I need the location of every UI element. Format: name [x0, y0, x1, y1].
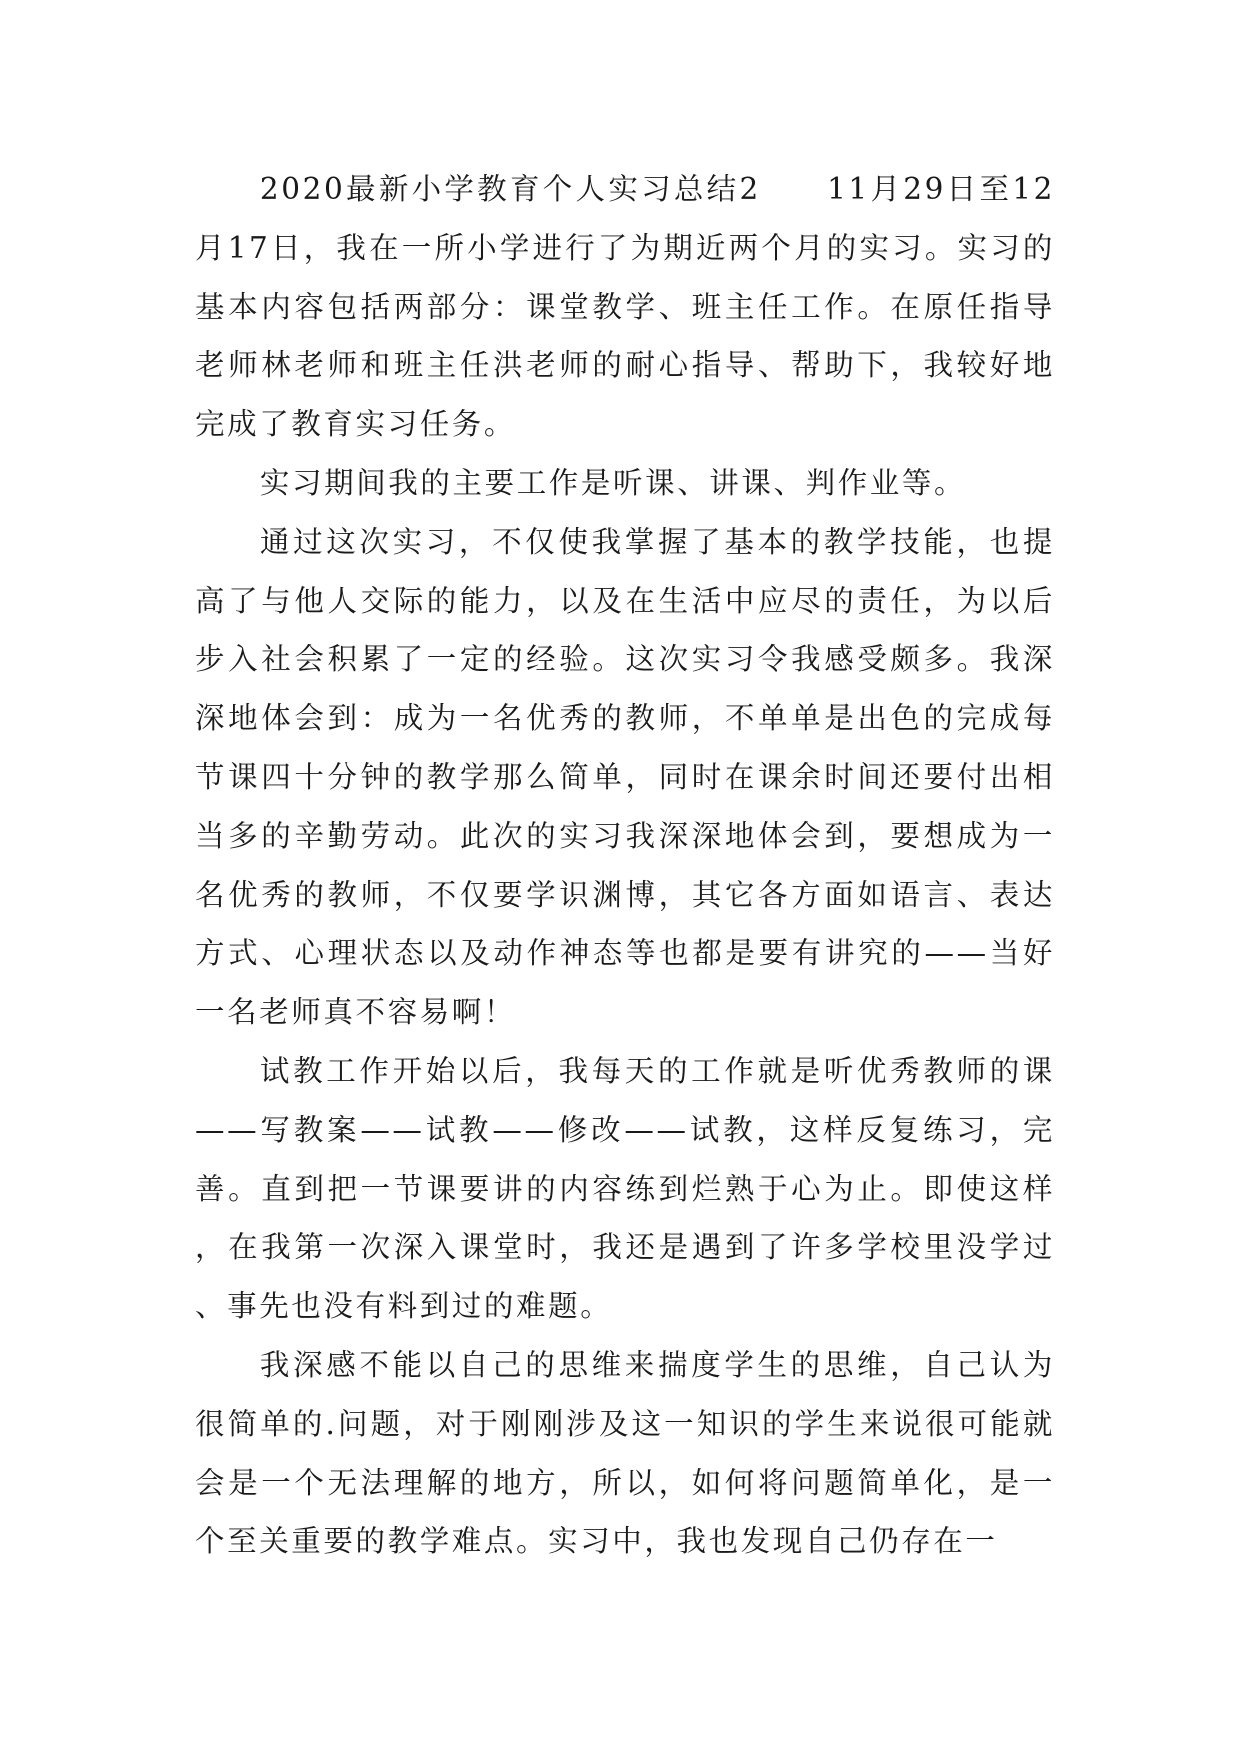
document-body [195, 160, 1055, 1571]
paragraph-student-thinking: 我深感不能以自己的思维来揣度学生的思维，自己认为很简单的.问题，对于刚刚涉及这一知识的学生来说很可能就会是一个无法理解的地方，所以，如何将问题简单化，是一个至关重要的教学难点。实习中，我也发现自己仍存在一 [195, 1347, 1055, 1559]
paragraph-intro: 2020最新小学教育个人实习总结2 11月29日至12月17日，我在一所小学进行了为期近两个月的实习。实习的基本内容包括两部分：课堂教学、班主任工作。在原任指导老师林老师和班主任洪老师的耐心指导、帮助下，我较好地完成了教育实习任务。 [195, 172, 1055, 442]
paragraph-main-work: 实习期间我的主要工作是听课、讲课、判作业等。 [259, 465, 967, 500]
paragraph-trial-teaching: 试教工作开始以后，我每天的工作就是听优秀教师的课——写教案——试教——修改——试教，这样反复练习，完善。直到把一节课要讲的内容练到烂熟于心为止。即使这样，在我第一次深入课堂时，我还是遇到了许多学校里没学过、事先也没有料到过的难题。 [195, 1053, 1055, 1324]
paragraph-reflection: 通过这次实习，不仅使我掌握了基本的教学技能，也提高了与他人交际的能力，以及在生活中应尽的责任，为以后步入社会积累了一定的经验。这次实习令我感受颇多。我深深地体会到：成为一名优秀的教师，不单单是出色的完成每节课四十分钟的教学那么简单，同时在课余时间还要付出相当多的辛勤劳动。此次的实习我深深地体会到，要想成为一名优秀的教师，不仅要学识渊博，其它各方面如语言、表达方式、心理状态以及动作神态等也都是要有讲究的——当好一名老师真不容易啊！ [195, 524, 1055, 1030]
